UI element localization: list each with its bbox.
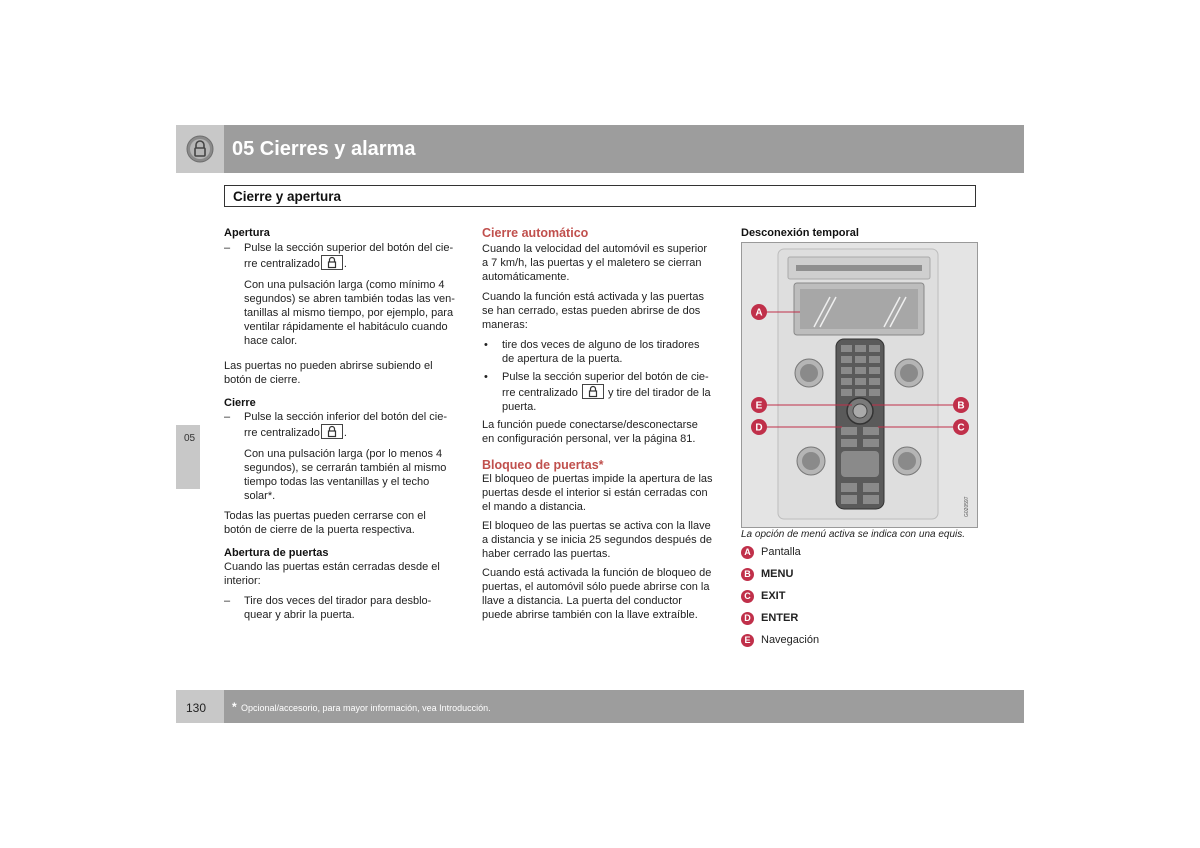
badge-c: C [741, 590, 754, 603]
apertura-note: Las puertas no pueden abrirse subiendo el botón de cierre. [224, 360, 433, 386]
callout-c [953, 419, 969, 435]
bloqueo-paragraph-1: El bloqueo de puertas impide la apertura de las puertas desde el interior si están cerradas con el mando a distancia. [482, 473, 713, 513]
bloqueo-paragraph-3: Cuando está activada la función de bloqueo de puertas, el automóvil sólo puede abrirse con la llave a distancia. La puerta del conductor puede abrirse también con la llave extraíble. [482, 567, 712, 621]
central-lock-button-icon [321, 424, 343, 439]
bullet-marker: • [484, 371, 488, 383]
central-lock-button-icon [321, 255, 343, 270]
central-lock-button-icon [582, 384, 604, 399]
bloqueo-paragraph-2: El bloqueo de las puertas se activa con la llave a distancia y se inicia 25 segundos después de haber cerrado las puertas. [482, 520, 712, 560]
column-1 [224, 226, 460, 622]
dash-marker: – [224, 242, 231, 254]
badge-b: B [741, 568, 754, 581]
badge-d: D [741, 612, 754, 625]
abertura-text: Cuando las puertas están cerradas desde el interior: [224, 561, 440, 587]
svg-text:A: A [755, 307, 763, 319]
page-number: 130 [186, 701, 207, 715]
footer-note: Opcional/accesorio, para mayor información, vea Introducción. [241, 703, 491, 713]
cierre-step: – Pulse la sección inferior del botón del cie- rre centralizado . [224, 411, 448, 439]
svg-text:C: C [957, 422, 965, 434]
legend-text-b: MENU [761, 568, 794, 580]
column-2 [482, 226, 722, 622]
chapter-title: 05 Cierres y alarma [232, 138, 416, 160]
legend-text-e: Navegación [761, 634, 820, 646]
svg-text:D: D [755, 422, 763, 434]
svg-text:E: E [755, 400, 763, 412]
cierre-sub-paragraph: Con una pulsación larga (por lo menos 4 segundos), se cerrarán también al mismo tiempo todas las ventanillas y el techo solar*. [244, 448, 447, 502]
badge-a: A [741, 546, 754, 559]
callout-e [751, 397, 767, 413]
apertura-sub-paragraph: Con una pulsación larga (como mínimo 4 segundos) se abren también todas las ven- tanillas al mismo tiempo, por ejemplo, para ventilar rápidamente el habitáculo cuando hace calor. [244, 279, 455, 347]
cierre-auto-heading: Cierre automático [482, 226, 589, 240]
figure-code: G020597 [964, 496, 970, 517]
section-title: Cierre y apertura [233, 189, 342, 204]
bullet-marker: • [484, 339, 488, 351]
badge-e: E [741, 634, 754, 647]
center-console-illustration [742, 243, 977, 527]
desconexion-heading: Desconexión temporal [741, 227, 859, 239]
padlock-icon [186, 135, 214, 163]
dash-marker: – [224, 595, 231, 607]
abertura-step: – Tire dos veces del tirador para desblo- quear y abrir la puerta. [224, 595, 432, 621]
cierre-auto-paragraph-3: La función puede conectarse/desconectarse en configuración personal, ver la página 81. [482, 419, 698, 445]
cierre-auto-paragraph-2: Cuando la función está activada y las puertas se han cerrado, estas pueden abrirse de dos maneras: [482, 291, 704, 331]
bullet-item: • Pulse la sección superior del botón de cie- rre centralizado y tire del tirador de la puerta. [484, 371, 711, 413]
apertura-heading: Apertura [224, 227, 270, 239]
legend-text-d: ENTER [761, 612, 799, 624]
bloqueo-heading: Bloqueo de puertas* [482, 458, 604, 472]
bullet-item: • tire dos veces de alguno de los tiradores de apertura de la puerta. [484, 339, 700, 365]
callout-b [953, 397, 969, 413]
cierre-note: Todas las puertas pueden cerrarse con el botón de cierre de la puerta respectiva. [224, 510, 426, 536]
callout-a [751, 304, 767, 320]
text-line: rre centralizado . [244, 255, 460, 271]
svg-text:B: B [957, 400, 965, 412]
figure-caption: La opción de menú activa se indica con una equis. [741, 529, 966, 540]
legend-text-c: EXIT [761, 590, 786, 602]
abertura-heading: Abertura de puertas [224, 547, 329, 559]
apertura-step [224, 241, 460, 271]
footer-star: * [232, 700, 237, 714]
cierre-auto-paragraph-1: Cuando la velocidad del automóvil es superior a 7 km/h, las puertas y el maletero se cierran automáticamente. [482, 243, 708, 283]
side-tab-label: 05 [184, 433, 196, 444]
center-console-figure [741, 242, 978, 528]
callout-d [751, 419, 767, 435]
legend-text-a: Pantalla [761, 546, 801, 558]
text-line: Pulse la sección superior del botón del cie- [244, 242, 454, 254]
dash-marker: – [224, 411, 231, 423]
cierre-heading: Cierre [224, 397, 256, 409]
